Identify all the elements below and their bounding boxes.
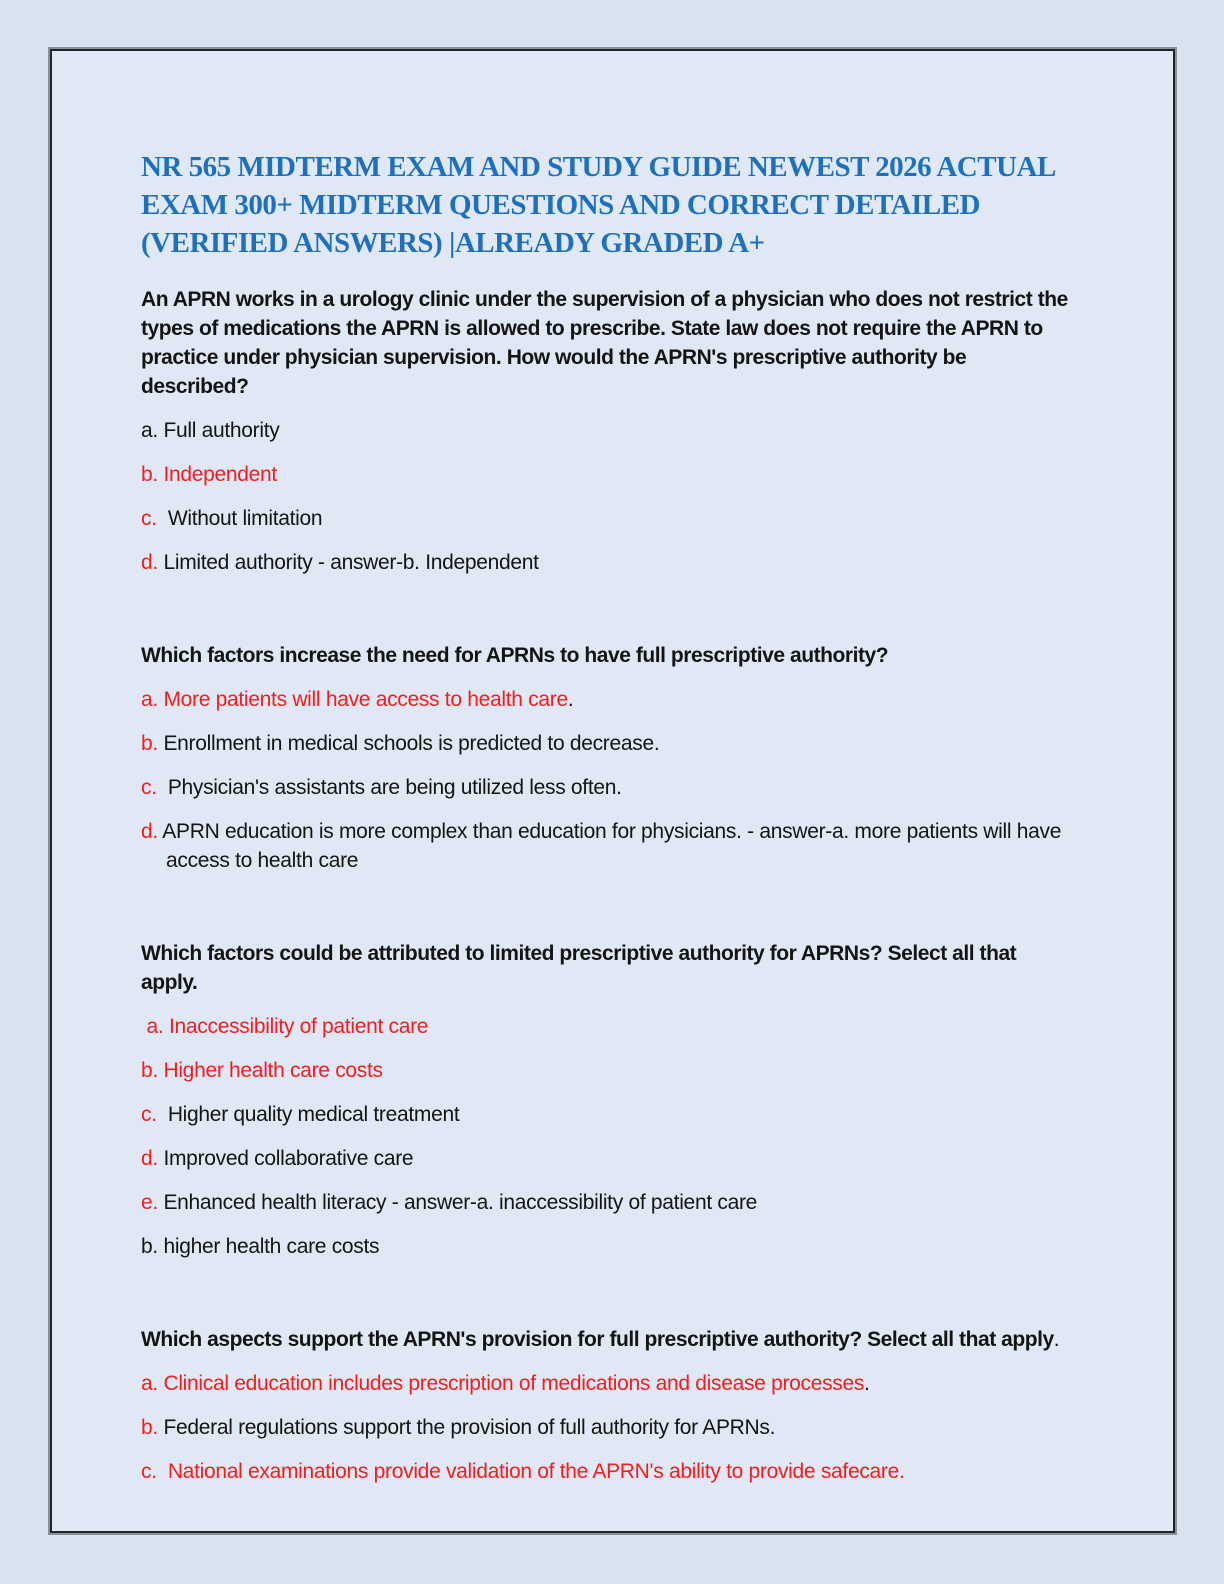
option-label: b. — [141, 732, 158, 755]
option-label: a. — [141, 688, 158, 711]
answer-option — [141, 504, 1071, 533]
question-prompt — [141, 641, 1071, 670]
document-title — [141, 148, 1105, 262]
option-text: Without limitation — [156, 507, 323, 530]
option-label: a. — [141, 1372, 158, 1395]
answer-option — [141, 685, 1071, 714]
question-prompt — [141, 1325, 1071, 1354]
answer-option — [141, 548, 1071, 577]
question-prompt-text: Which aspects support the APRN's provision for full prescriptive authority? Select all that apply — [141, 1328, 1054, 1351]
option-label: d. — [141, 551, 158, 574]
answer-option — [141, 1369, 1071, 1398]
option-text: Improved collaborative care — [157, 1147, 414, 1170]
answer-option — [141, 1232, 1071, 1261]
option-text: Limited authority - answer-b. Independent — [157, 551, 539, 574]
question-prompt — [141, 285, 1074, 401]
option-label: b. — [141, 463, 158, 486]
option-text: More patients will have access to health care — [157, 688, 568, 711]
answer-option — [141, 1188, 1071, 1217]
option-text: higher health care costs — [157, 1235, 380, 1258]
question-block-3 — [141, 939, 1071, 1261]
answer-option — [141, 1100, 1071, 1129]
answer-option — [141, 817, 1071, 875]
answer-option — [141, 773, 1071, 802]
option-text: Physician's assistants are being utilized less often. — [156, 776, 622, 799]
document-title-text: NR 565 MIDTERM EXAM AND STUDY GUIDE NEWEST 2026 ACTUAL EXAM 300+ MIDTERM QUESTIONS AND CORRECT DETAILED (VERIFIED ANSWERS) |ALREADY GRADED A+ — [141, 151, 1055, 259]
answer-option — [141, 1413, 1071, 1442]
question-block-1 — [141, 285, 1074, 577]
option-label: c. — [141, 1460, 157, 1483]
option-label: a. — [141, 1015, 164, 1038]
answer-option — [141, 416, 1071, 445]
option-label: b. — [141, 1059, 158, 1082]
option-text: Higher quality medical treatment — [156, 1103, 460, 1126]
option-suffix: . — [864, 1372, 870, 1395]
option-text: Higher health care costs — [157, 1059, 383, 1082]
option-text: Full authority — [157, 419, 280, 442]
option-text: National examinations provide validation of the APRN's ability to provide safecare. — [156, 1460, 905, 1483]
option-label: d. — [141, 820, 158, 843]
question-prompt-text: Which factors could be attributed to limited prescriptive authority for APRNs? Select all that apply. — [141, 942, 1022, 994]
page-frame — [50, 49, 1175, 1533]
answer-option — [141, 1056, 1071, 1085]
option-text: APRN education is more complex than education for physicians. - answer-a. more patients will have access to health care — [157, 820, 1067, 872]
question-block-4 — [141, 1325, 1071, 1486]
option-suffix: . — [567, 688, 574, 711]
option-label: c. — [141, 507, 157, 530]
answer-option — [141, 1012, 1071, 1041]
question-prompt-text: An APRN works in a urology clinic under the supervision of a physician who does not restrict the types of medications the APRN is allowed to prescribe. State law does not require the APRN to practice under physician supervision. How would the APRN's prescriptive authority be described? — [141, 288, 1074, 398]
answer-option — [141, 1144, 1071, 1173]
question-prompt-suffix: . — [1053, 1328, 1060, 1351]
answer-option — [141, 729, 1071, 758]
option-label: c. — [141, 776, 157, 799]
option-text: Enrollment in medical schools is predicted to decrease. — [157, 732, 660, 755]
answer-option — [141, 460, 1071, 489]
option-label: a. — [141, 419, 158, 442]
option-text: Clinical education includes prescription of medications and disease processes — [157, 1372, 865, 1395]
question-prompt-text: Which factors increase the need for APRNs to have full prescriptive authority? — [141, 644, 889, 667]
option-label: b. — [141, 1235, 158, 1258]
option-label: e. — [141, 1191, 158, 1214]
option-text: Independent — [157, 463, 277, 486]
answer-option — [141, 1457, 1071, 1486]
option-text: Federal regulations support the provision of full authority for APRNs. — [157, 1416, 776, 1439]
page-frame-outer — [48, 47, 1177, 1535]
option-text: Enhanced health literacy - answer-a. inaccessibility of patient care — [157, 1191, 758, 1214]
option-text: Inaccessibility of patient care — [163, 1015, 429, 1038]
question-block-2 — [141, 641, 1071, 875]
option-label: d. — [141, 1147, 158, 1170]
option-label: c. — [141, 1103, 157, 1126]
option-label: b. — [141, 1416, 158, 1439]
question-prompt — [141, 939, 1071, 997]
document-body — [141, 285, 1074, 1486]
